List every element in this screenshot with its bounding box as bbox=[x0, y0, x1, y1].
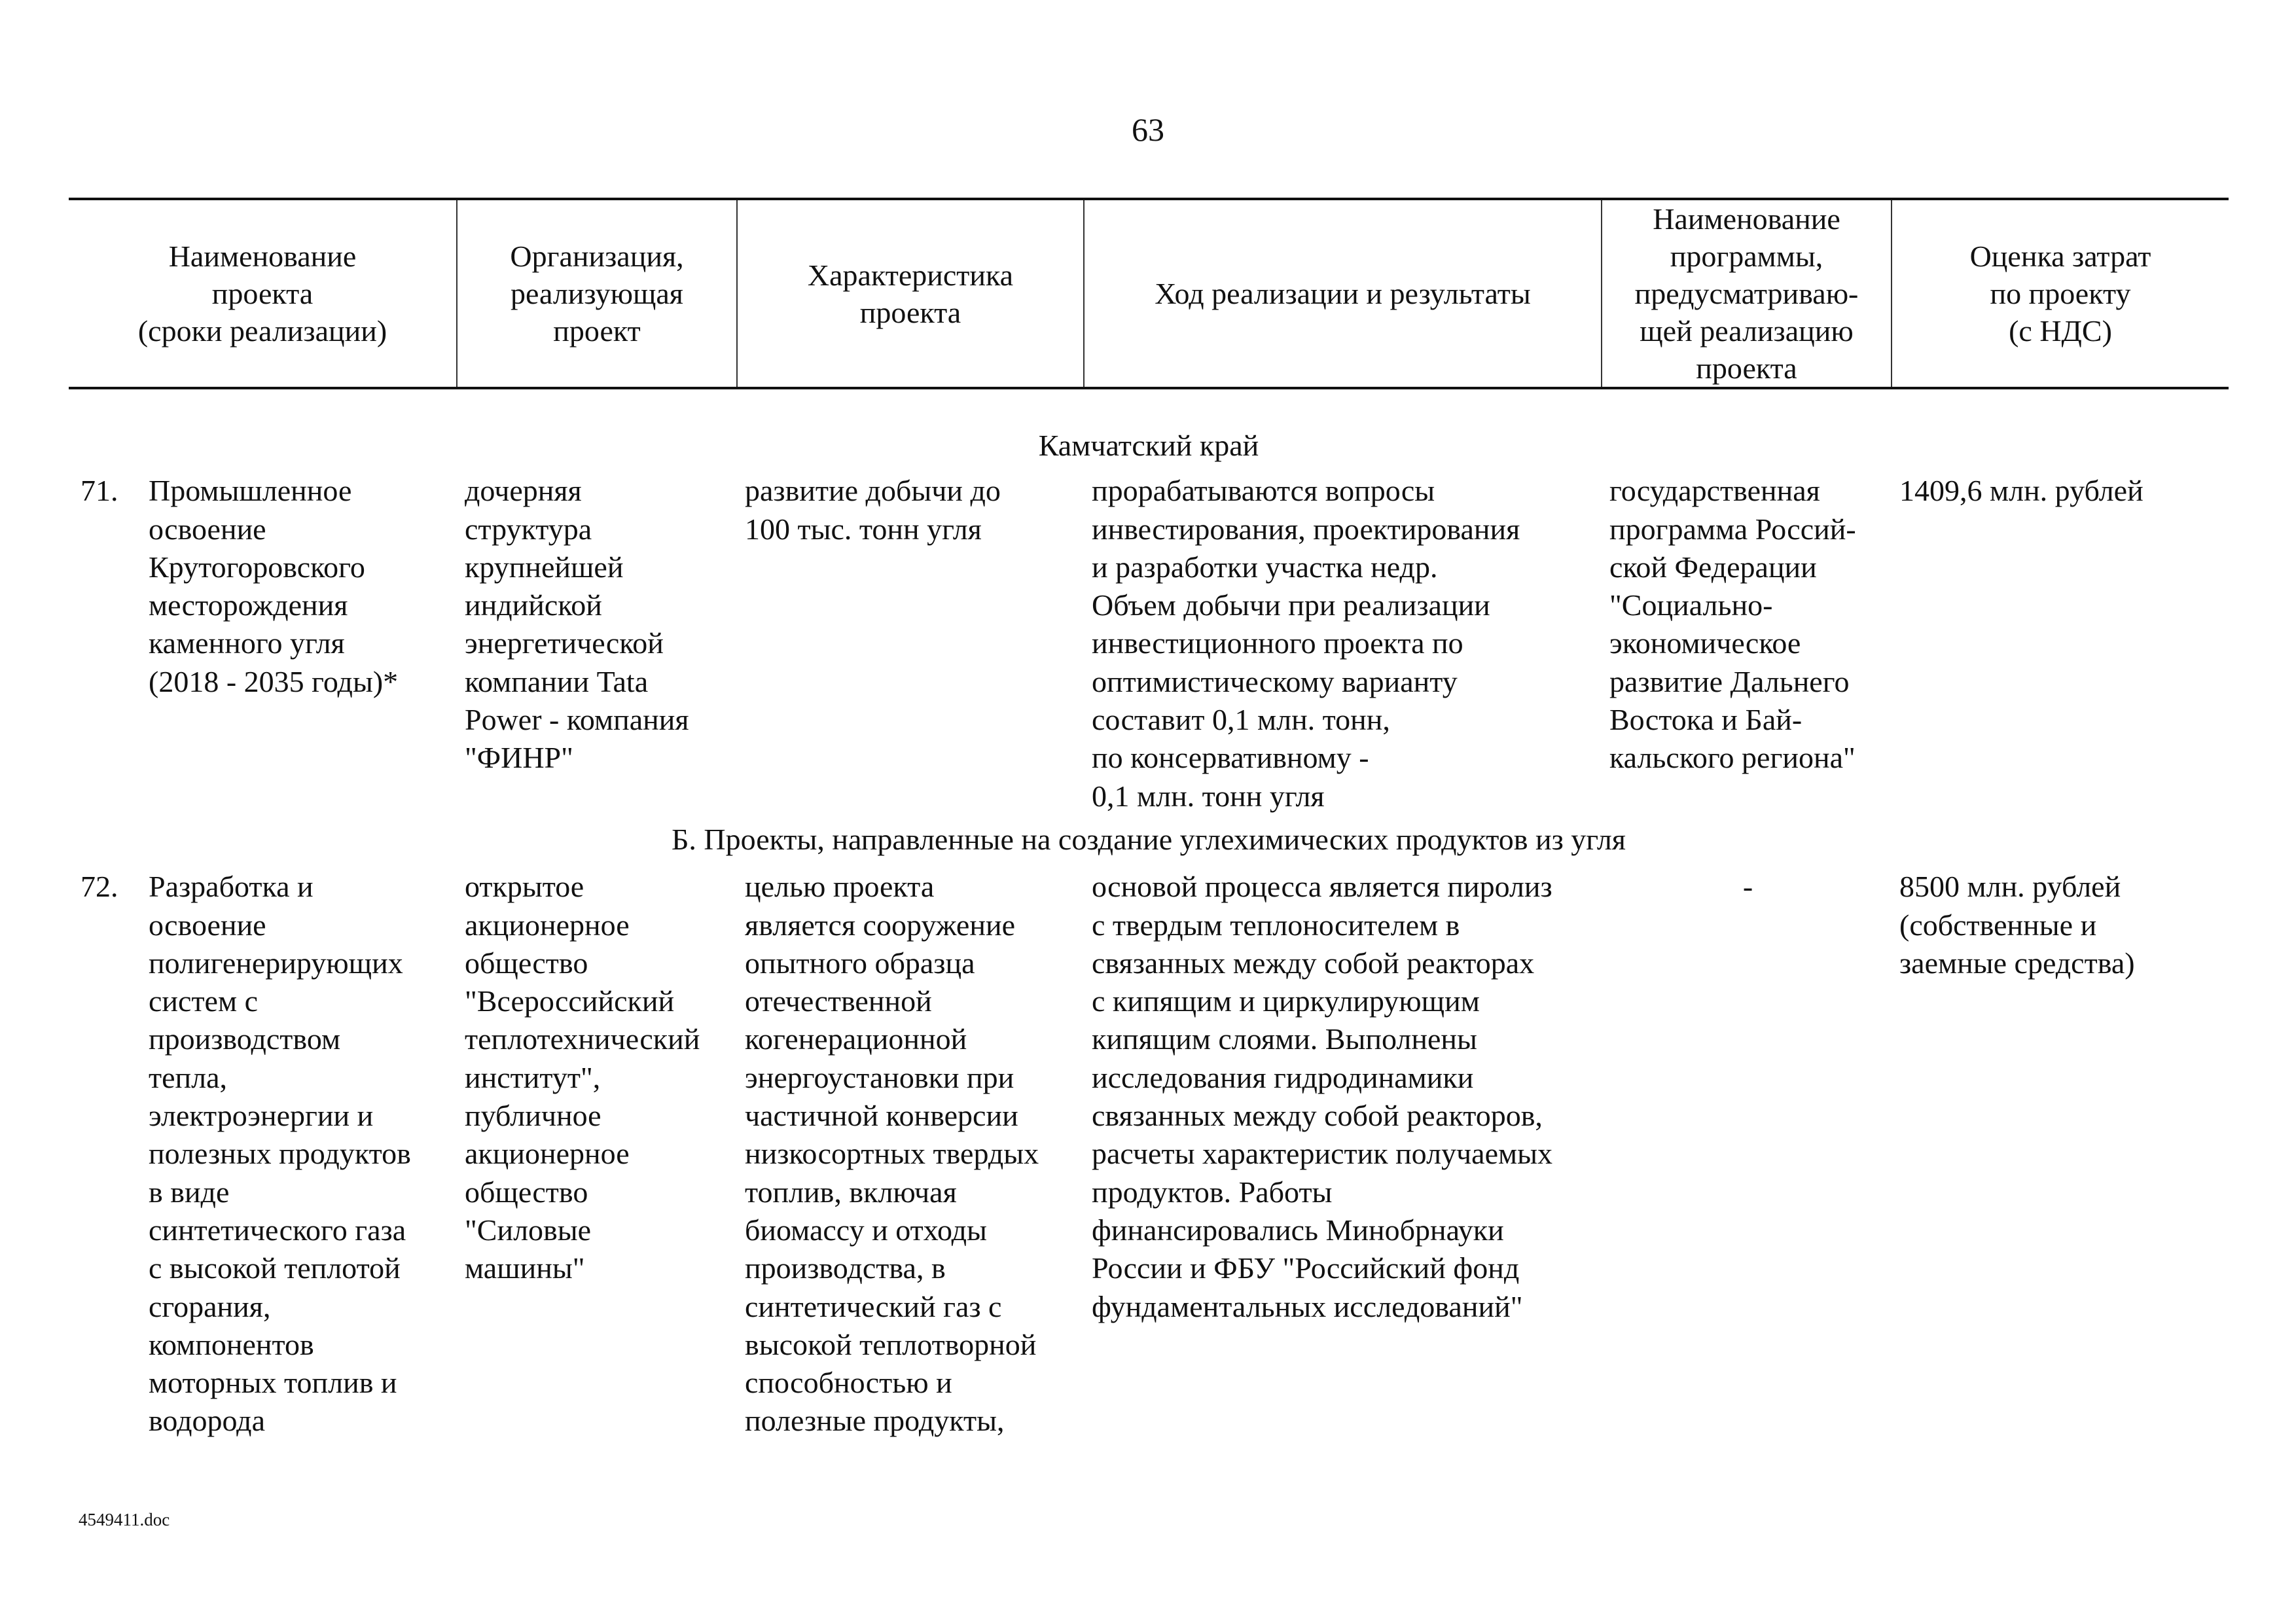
organization-cell bbox=[457, 868, 737, 1440]
section-row-region bbox=[69, 388, 2229, 472]
header-program bbox=[1602, 199, 1892, 388]
projects-table-container bbox=[69, 198, 2229, 1440]
section-title-b: Б. Проекты, направленные на создание углехимических продуктов из угля bbox=[672, 822, 1626, 856]
cost-text: 8500 млн. рублей (собственные и заемные средства) bbox=[1899, 870, 2135, 980]
program-text: государственная программа Россий- ской Федерации "Социально- экономическое развитие Дальнего Востока и Бай- кальского региона" bbox=[1609, 474, 1856, 775]
project-name: Промышленное освоение Крутогоровского месторождения каменного угля (2018 - 2035 годы)* bbox=[149, 474, 399, 698]
characteristics-text: развитие добычи до 100 тыс. тонн угля bbox=[745, 474, 1001, 546]
project-name-cell bbox=[69, 868, 457, 1440]
header-program-label: Наименование программы, предусматриваю- щей реализацию проекта bbox=[1634, 202, 1859, 385]
header-project-name bbox=[69, 199, 457, 388]
table-row bbox=[69, 868, 2229, 1440]
project-name-cell bbox=[69, 472, 457, 815]
project-name: Разработка и освоение полигенерирующих систем с производством тепла, электроэнергии и полезных продуктов в виде синтетического газа с высокой теплотой сгорания, компонентов моторных топлив и водорода bbox=[149, 870, 411, 1438]
header-progress-label: Ход реализации и результаты bbox=[1155, 277, 1531, 310]
section-title-region: Камчатский край bbox=[1038, 429, 1259, 462]
header-organization-label: Организация, реализующая проект bbox=[510, 240, 684, 348]
header-cost bbox=[1892, 199, 2229, 388]
progress-cell bbox=[1084, 472, 1602, 815]
header-progress bbox=[1084, 199, 1602, 388]
row-number: 71. bbox=[81, 474, 118, 508]
organization-text: дочерняя структура крупнейшей индийской энергетической компании Tata Power - компания "ФИНР" bbox=[465, 474, 689, 775]
header-organization bbox=[457, 199, 737, 388]
table-header-row bbox=[69, 199, 2229, 388]
page-number: 63 bbox=[1132, 111, 1164, 148]
characteristics-text: целью проекта является сооружение опытного образца отечественной когенерационной энергоустановки при частичной конверсии низкосортных твердых топлив, включая биомассу и отходы производства, в синтетический газ с высокой теплотворной способностью и полезные продукты, bbox=[745, 870, 1039, 1438]
progress-text: основой процесса является пиролиз с твердым теплоносителем в связанных между собой реакторах с кипящим и циркулирующим кипящим слоями. Выполнены исследования гидродинамики связанных между собой реакторов, расчеты характеристик получаемых продуктов. Работы финансировались Минобрнауки России и ФБУ "Российский фонд фундаментальных исследований" bbox=[1092, 870, 1553, 1323]
row-number: 72. bbox=[81, 870, 118, 904]
header-characteristics bbox=[737, 199, 1084, 388]
cost-text: 1409,6 млн. рублей bbox=[1899, 474, 2144, 508]
cost-cell bbox=[1892, 472, 2229, 815]
header-characteristics-label: Характеристика проекта bbox=[807, 258, 1014, 329]
projects-table bbox=[69, 198, 2229, 1440]
cost-cell bbox=[1892, 868, 2229, 1440]
organization-cell bbox=[457, 472, 737, 815]
footer-file-name: 4549411.doc bbox=[79, 1510, 170, 1529]
organization-text: открытое акционерное общество "Всероссийский теплотехнический институт", публичное акционерное общество "Силовые машины" bbox=[465, 870, 700, 1285]
program-cell bbox=[1602, 472, 1892, 815]
header-project-name-label: Наименование проекта (сроки реализации) bbox=[137, 240, 387, 348]
characteristics-cell bbox=[737, 868, 1084, 1440]
program-text: - bbox=[1742, 870, 1753, 904]
section-row-b bbox=[69, 815, 2229, 868]
program-cell bbox=[1602, 868, 1892, 1440]
characteristics-cell bbox=[737, 472, 1084, 815]
progress-text: прорабатываются вопросы инвестирования, проектирования и разработки участка недр. Объем добычи при реализации инвестиционного проекта по оптимистическому варианту составит 0,1 млн. тонн, по консервативному - 0,1 млн. тонн угля bbox=[1092, 474, 1520, 813]
header-cost-label: Оценка затрат по проекту (с НДС) bbox=[1969, 240, 2151, 348]
table-row bbox=[69, 472, 2229, 815]
progress-cell bbox=[1084, 868, 1602, 1440]
